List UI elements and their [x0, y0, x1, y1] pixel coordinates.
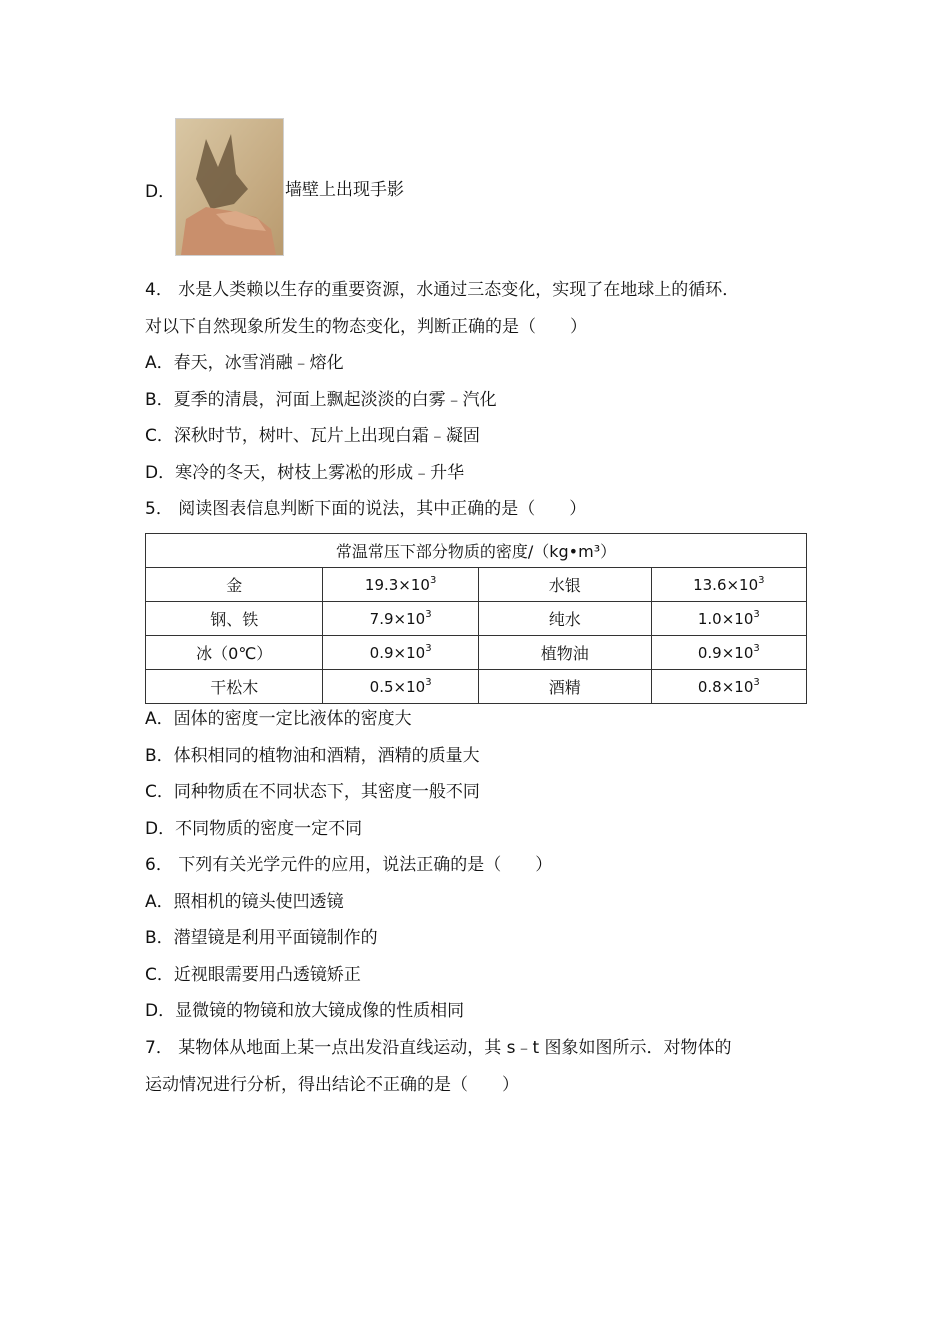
table-cell: 酒精: [478, 670, 651, 704]
q4-option-d: D．寒冷的冬天，树枝上雾凇的形成﹣升华: [145, 463, 465, 483]
table-cell: 植物油: [478, 636, 651, 670]
q6-option-b: B．潜望镜是利用平面镜制作的: [145, 928, 378, 948]
table-row: [146, 670, 807, 704]
table-cell: 干松木: [146, 670, 323, 704]
table-row: [146, 636, 807, 670]
q6-stem: 6． 下列有关光学元件的应用，说法正确的是（ ）: [145, 855, 553, 875]
table-cell: $0.5\times 10^3$: [323, 670, 478, 704]
option-d-label: D．: [145, 182, 176, 202]
q5-option-c: C．同种物质在不同状态下，其密度一般不同: [145, 782, 480, 802]
table-cell: $1.0\times 10^3$: [651, 602, 806, 636]
table-row: [146, 568, 807, 602]
option-d-caption: 墙壁上出现手影: [285, 180, 404, 200]
q5-stem: 5． 阅读图表信息判断下面的说法，其中正确的是（ ）: [145, 499, 587, 519]
q5-option-b: B．体积相同的植物油和酒精，酒精的质量大: [145, 746, 480, 766]
table-cell: 纯水: [478, 602, 651, 636]
density-table-title: 常温常压下部分物质的密度/（kg•m³）: [146, 534, 807, 568]
q5-option-a: A．固体的密度一定比液体的密度大: [145, 709, 412, 729]
table-cell: $0.9\times 10^3$: [651, 636, 806, 670]
table-cell: 冰（0℃）: [146, 636, 323, 670]
table-row: [146, 602, 807, 636]
q5-option-d: D．不同物质的密度一定不同: [145, 819, 363, 839]
q4-stem-line1: 4． 水是人类赖以生存的重要资源，水通过三态变化，实现了在地球上的循环．: [145, 280, 740, 300]
q4-option-c: C．深秋时节，树叶、瓦片上出现白霜﹣凝固: [145, 426, 480, 446]
table-cell: 钢、铁: [146, 602, 323, 636]
table-cell: $7.9\times 10^3$: [323, 602, 478, 636]
q6-option-c: C．近视眼需要用凸透镜矫正: [145, 965, 361, 985]
q4-stem-line2: 对以下自然现象所发生的物态变化，判断正确的是（ ）: [145, 317, 587, 337]
q7-stem-line1: 7． 某物体从地面上某一点出发沿直线运动，其 s﹣t 图象如图所示．对物体的: [145, 1038, 732, 1058]
q7-stem-line2: 运动情况进行分析，得出结论不正确的是（ ）: [145, 1075, 519, 1095]
table-cell: $13.6\times 10^3$: [651, 568, 806, 602]
table-cell: 水银: [478, 568, 651, 602]
table-cell: $0.8\times 10^3$: [651, 670, 806, 704]
q6-option-d: D．显微镜的物镜和放大镜成像的性质相同: [145, 1001, 465, 1021]
table-cell: $19.3\times 10^3$: [323, 568, 478, 602]
table-cell: 金: [146, 568, 323, 602]
density-table: [145, 533, 807, 704]
table-cell: $0.9\times 10^3$: [323, 636, 478, 670]
q4-option-b: B．夏季的清晨，河面上飘起淡淡的白雾﹣汽化: [145, 390, 497, 410]
q6-option-a: A．照相机的镜头使凹透镜: [145, 892, 344, 912]
q4-option-a: A．春天，冰雪消融﹣熔化: [145, 353, 344, 373]
hand-shadow-image: [175, 118, 284, 256]
